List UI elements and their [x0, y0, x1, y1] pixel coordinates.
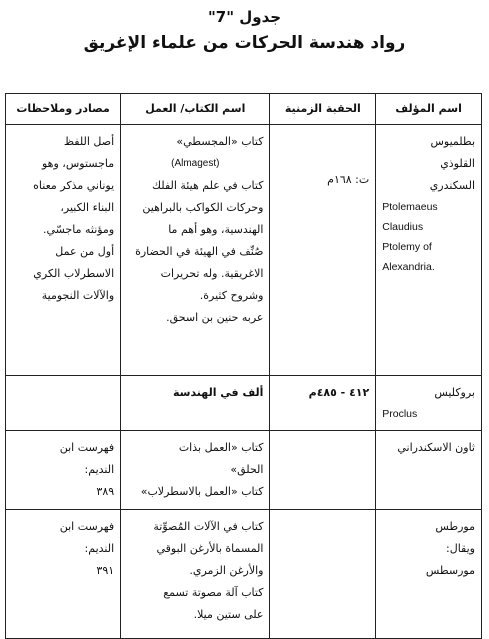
- header-sources: مصادر وملاحظات: [6, 94, 121, 125]
- author-name-ar: مورسطس: [425, 564, 475, 577]
- work-line: ألف في الهندسة: [172, 386, 264, 399]
- source-line: أصل اللفظ: [63, 135, 115, 148]
- author-name-ar: ثاون الاسكندراني: [397, 441, 475, 454]
- work-line: والأرغن الزمري.: [189, 564, 264, 577]
- work-line: كتاب آلة مصوتة تسمع: [163, 586, 264, 599]
- work-line-latin: (Almagest): [171, 158, 220, 169]
- source-line: النديم:: [84, 542, 115, 555]
- author-cell: [376, 510, 482, 639]
- header-era: الحقبة الزمنية: [270, 94, 376, 125]
- era-cell: [270, 510, 376, 639]
- work-cell: [121, 510, 270, 639]
- author-name-ar: بروكليس: [434, 386, 475, 399]
- author-name-latin: [382, 404, 475, 424]
- table-row: [6, 125, 482, 376]
- work-line: وشروح كثيرة.: [199, 289, 264, 302]
- source-line: النديم:: [84, 463, 115, 476]
- work-line: المسماة بالأرغن البوقي: [156, 542, 264, 555]
- source-line: أول من عمل: [55, 245, 115, 258]
- source-line: الاسطرلاب الكري: [33, 267, 115, 280]
- source-line: يوناني مذكر معناه: [33, 179, 115, 192]
- header-author: اسم المؤلف: [376, 94, 482, 125]
- author-name-ar: السكندري: [429, 179, 475, 192]
- latin-line: Ptolemaeus: [382, 201, 438, 213]
- work-line: الاغريقية. وله تحريرات: [160, 267, 264, 280]
- sources-cell: [6, 431, 121, 510]
- era-cell: [270, 431, 376, 510]
- table-row: [6, 510, 482, 639]
- work-line: كتاب «المجسطي»: [176, 135, 264, 148]
- sources-cell: [6, 125, 121, 376]
- latin-line: Proclus: [382, 408, 418, 420]
- work-cell: [121, 125, 270, 376]
- author-cell: [376, 376, 482, 431]
- work-line: كتاب في الآلات المُصوِّتة: [153, 520, 264, 533]
- source-line: فهرست ابن: [59, 520, 115, 533]
- source-line: ومؤنثه ماجسّي.: [42, 223, 115, 236]
- author-name-ar: بطلميوس: [430, 135, 475, 148]
- author-cell: [376, 125, 482, 376]
- work-line: الهندسية، وهو أهم ما: [168, 223, 264, 236]
- source-line: والآلات النجومية: [41, 289, 115, 302]
- work-line: صُنِّف في الهيئة في الحضارة: [135, 245, 264, 258]
- author-name-latin: [382, 197, 475, 277]
- header-work: اسم الكتاب/ العمل: [121, 94, 270, 125]
- author-name-ar: القلوذي: [440, 157, 475, 170]
- source-line: ماجستوس، وهو: [42, 157, 115, 170]
- work-line: الحلق»: [230, 463, 264, 476]
- author-name-ar: مورطس: [435, 520, 475, 533]
- source-line: ٣٨٩: [96, 485, 115, 498]
- table-row: [6, 431, 482, 510]
- era-cell: ت: ١٦٨م: [270, 125, 376, 376]
- author-name-ar: ويقال:: [446, 542, 475, 555]
- scholars-table: [5, 93, 482, 639]
- author-cell: [376, 431, 482, 510]
- work-line: وحركات الكواكب بالبراهين: [142, 201, 264, 214]
- table-caption: رواد هندسة الحركات من علماء الإغريق: [83, 32, 406, 53]
- sources-cell: [6, 376, 121, 431]
- work-line: كتاب «العمل بذات: [178, 441, 264, 454]
- source-line: فهرست ابن: [59, 441, 115, 454]
- work-line: كتاب في علم هيئة الفلك: [152, 179, 264, 192]
- latin-line: Ptolemy of: [382, 241, 432, 253]
- work-line: عربه حنين بن اسحق.: [166, 311, 264, 324]
- table-row: [6, 376, 482, 431]
- work-cell: [121, 431, 270, 510]
- sources-cell: [6, 510, 121, 639]
- source-line: البناء الكبير،: [60, 201, 115, 214]
- source-line: ٣٩١: [96, 564, 115, 577]
- work-line: كتاب «العمل بالاسطرلاب»: [140, 485, 264, 498]
- work-cell: [121, 376, 270, 431]
- page-title: [0, 8, 489, 54]
- table-header-row: [6, 94, 482, 125]
- table-number-title: جدول "7": [207, 8, 282, 26]
- work-line: على ستين ميلا.: [193, 608, 264, 621]
- latin-line: Alexandria.: [382, 261, 435, 273]
- latin-line: Claudius: [382, 221, 424, 233]
- era-cell: ٤١٢ - ٤٨٥م: [270, 376, 376, 431]
